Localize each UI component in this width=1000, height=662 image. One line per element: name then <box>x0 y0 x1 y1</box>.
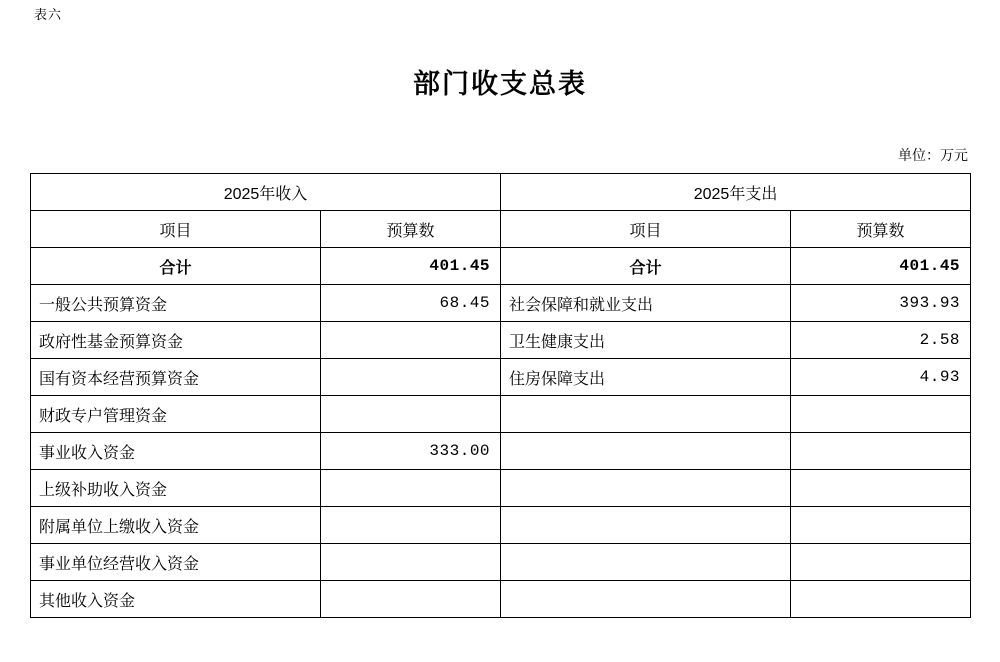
budget-summary-table <box>30 173 971 618</box>
expenditure-value-cell <box>791 544 971 581</box>
income-value-cell <box>321 470 501 507</box>
expenditure-item-cell <box>501 507 791 544</box>
income-item-label: 事业单位经营收入资金 <box>39 555 200 573</box>
expenditure-item-cell <box>501 544 791 581</box>
income-value: 333.00 <box>429 442 491 460</box>
page-title: 部门收支总表 <box>413 69 587 99</box>
income-item-label: 其他收入资金 <box>39 592 136 610</box>
expenditure-value-cell <box>791 470 971 507</box>
expenditure-value-cell <box>791 396 971 433</box>
total-expenditure-value: 401.45 <box>899 257 961 275</box>
expenditure-value: 2.58 <box>919 331 961 349</box>
table-row <box>31 396 971 433</box>
total-income-value: 401.45 <box>429 257 491 275</box>
income-item-label: 一般公共预算资金 <box>39 296 168 314</box>
table-row <box>31 544 971 581</box>
expenditure-value-cell <box>791 581 971 618</box>
income-value-cell <box>321 359 501 396</box>
income-item-label: 事业收入资金 <box>39 444 136 462</box>
expenditure-item-cell <box>501 470 791 507</box>
group-header-income: 2025年收入 <box>31 174 501 211</box>
income-item-cell <box>31 581 321 618</box>
column-header-income-item: 项目 <box>31 211 321 248</box>
total-income-value-cell <box>321 248 501 285</box>
expenditure-value-cell <box>791 322 971 359</box>
income-item-cell <box>31 507 321 544</box>
expenditure-value: 393.93 <box>899 294 961 312</box>
income-item-label: 财政专户管理资金 <box>39 407 168 425</box>
income-item-cell <box>31 285 321 322</box>
column-header-income-budget: 预算数 <box>321 211 501 248</box>
table-row <box>31 433 971 470</box>
income-item-cell <box>31 544 321 581</box>
income-value-cell <box>321 285 501 322</box>
expenditure-item-cell <box>501 433 791 470</box>
income-item-cell <box>31 359 321 396</box>
total-expenditure-label-cell <box>501 248 791 285</box>
income-item-label: 国有资本经营预算资金 <box>39 370 200 388</box>
income-value-cell <box>321 507 501 544</box>
expenditure-item-cell <box>501 396 791 433</box>
total-income-label-cell <box>31 248 321 285</box>
expenditure-item-cell <box>501 285 791 322</box>
income-value-cell <box>321 433 501 470</box>
total-income-label: 合计 <box>159 259 192 277</box>
expenditure-item-label: 卫生健康支出 <box>509 333 606 351</box>
expenditure-item-label: 社会保障和就业支出 <box>509 296 654 314</box>
table-row <box>31 507 971 544</box>
expenditure-value-cell <box>791 285 971 322</box>
income-item-cell <box>31 396 321 433</box>
table-row <box>31 322 971 359</box>
income-item-label: 政府性基金预算资金 <box>39 333 184 351</box>
income-value: 68.45 <box>439 294 491 312</box>
income-item-cell <box>31 433 321 470</box>
total-expenditure-label: 合计 <box>629 259 662 277</box>
income-value-cell <box>321 544 501 581</box>
income-value-cell <box>321 581 501 618</box>
income-value-cell <box>321 396 501 433</box>
table-column-header-row <box>31 211 971 248</box>
expenditure-value-cell <box>791 507 971 544</box>
sheet-label: 表六 <box>34 7 63 22</box>
table-row <box>31 470 971 507</box>
column-header-expenditure-budget: 预算数 <box>791 211 971 248</box>
table-row-total <box>31 248 971 285</box>
table-row <box>31 581 971 618</box>
unit-note: 单位：万元 <box>898 147 968 163</box>
income-item-label: 附属单位上缴收入资金 <box>39 518 200 536</box>
expenditure-item-cell <box>501 359 791 396</box>
expenditure-item-cell <box>501 322 791 359</box>
income-value-cell <box>321 322 501 359</box>
total-expenditure-value-cell <box>791 248 971 285</box>
income-item-cell <box>31 322 321 359</box>
income-item-label: 上级补助收入资金 <box>39 481 168 499</box>
column-header-expenditure-item: 项目 <box>501 211 791 248</box>
expenditure-value-cell <box>791 433 971 470</box>
income-item-cell <box>31 470 321 507</box>
group-header-expenditure: 2025年支出 <box>501 174 971 211</box>
table-row <box>31 285 971 322</box>
table-row <box>31 359 971 396</box>
expenditure-item-label: 住房保障支出 <box>509 370 606 388</box>
expenditure-value: 4.93 <box>919 368 961 386</box>
expenditure-value-cell <box>791 359 971 396</box>
expenditure-item-cell <box>501 581 791 618</box>
table-group-header-row <box>31 174 971 211</box>
